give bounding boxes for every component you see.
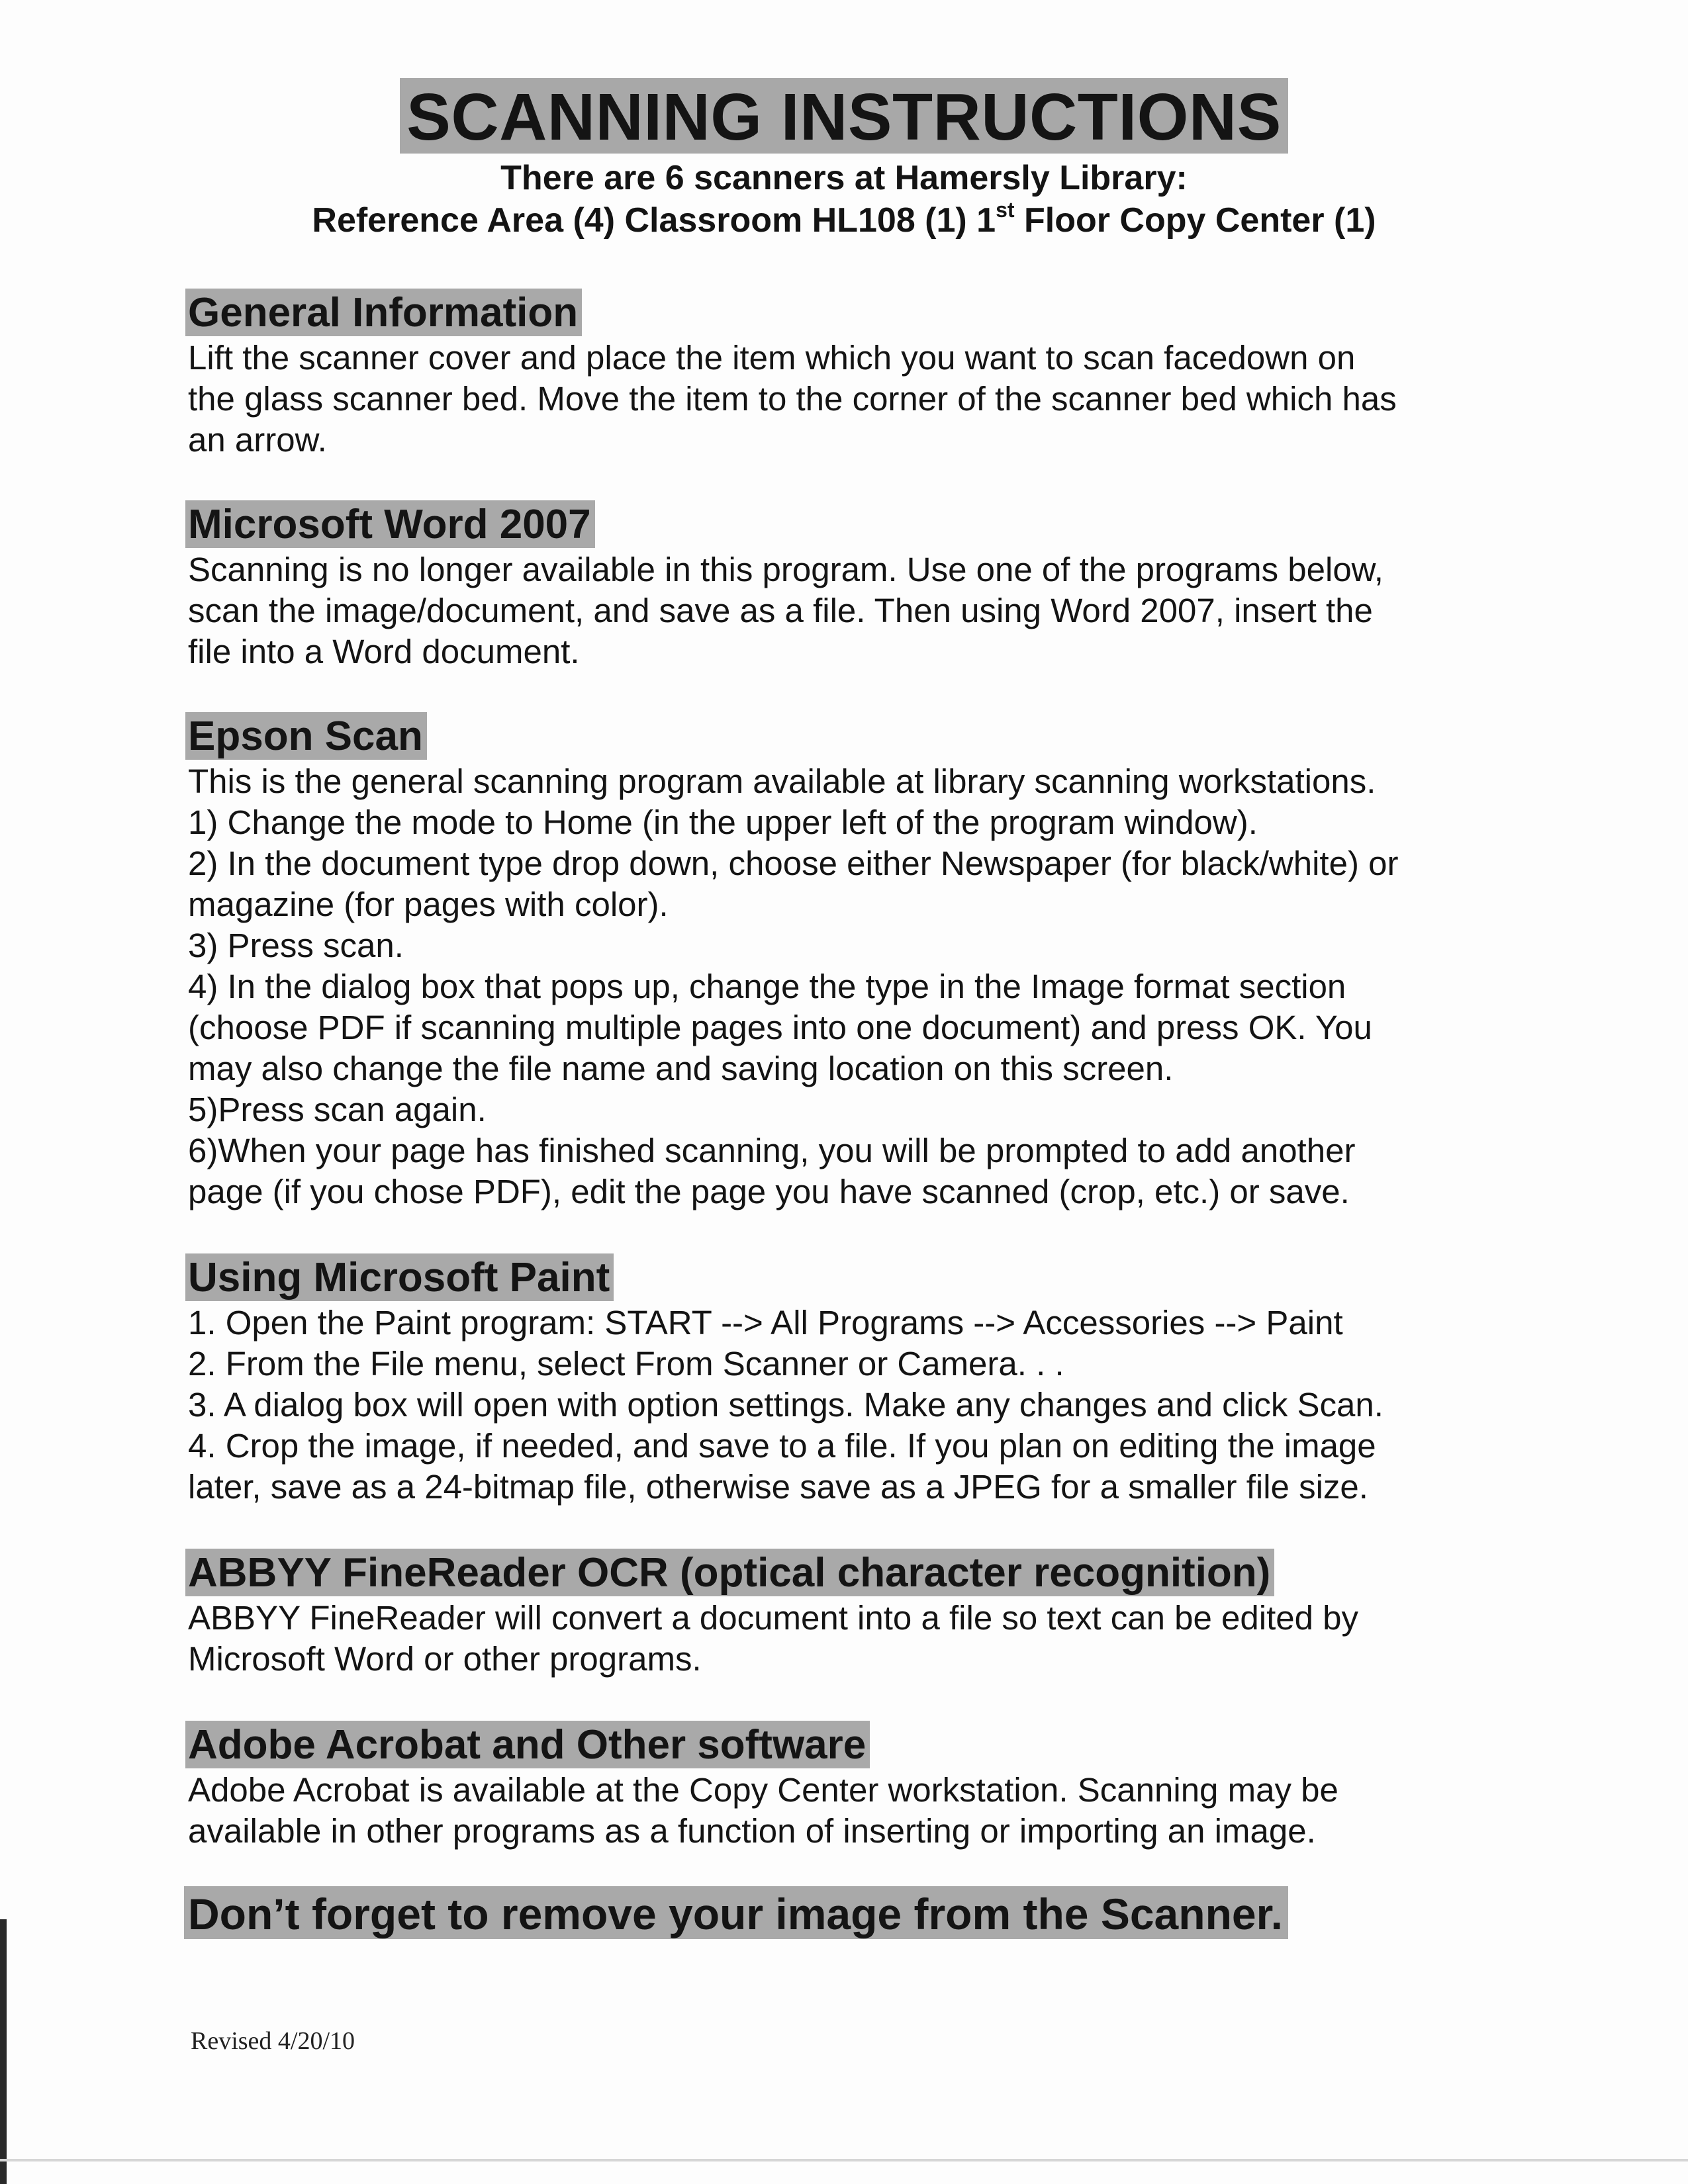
revision-date: Revised 4/20/10 [191,2027,355,2055]
body-line: Lift the scanner cover and place the item which you want to scan facedown on [188,339,1356,377]
section-microsoft-paint [188,1253,1512,1508]
section-body [188,1302,1512,1508]
body-line: 5)Press scan again. [188,1091,487,1128]
section-body [188,338,1512,461]
body-line: later, save as a 24-bitmap file, otherwise save as a JPEG for a smaller file size. [188,1468,1368,1506]
body-line: page (if you chose PDF), edit the page you have scanned (crop, etc.) or save. [188,1173,1350,1210]
page-bottom-edge [0,2159,1688,2161]
section-heading: Using Microsoft Paint [185,1253,614,1301]
body-line: magazine (for pages with color). [188,886,669,923]
section-adobe-acrobat [188,1721,1512,1852]
section-heading: Microsoft Word 2007 [185,500,595,548]
body-line: 3) Press scan. [188,927,404,964]
locations-suffix: Floor Copy Center (1) [1014,201,1376,240]
body-line: 1. Open the Paint program: START --> All Programs --> Accessories --> Paint [188,1304,1343,1342]
scanner-count-line: There are 6 scanners at Hamersly Library: [500,159,1188,197]
body-line: (choose PDF if scanning multiple pages into one document) and press OK. You [188,1009,1372,1046]
body-line: Microsoft Word or other programs. [188,1640,702,1678]
body-line: Scanning is no longer available in this program. Use one of the programs below, [188,551,1383,588]
page-edge-shadow [0,1919,7,2184]
locations-prefix: Reference Area (4) Classroom HL108 (1) 1 [312,201,996,240]
body-line: 2) In the document type drop down, choose either Newspaper (for black/white) or [188,844,1399,882]
final-reminder: Don’t forget to remove your image from the Scanner. [184,1886,1288,1939]
section-epson-scan [188,712,1512,1212]
body-line: may also change the file name and saving location on this screen. [188,1050,1174,1087]
body-line: the glass scanner bed. Move the item to the corner of the scanner bed which has [188,380,1397,418]
body-line: 3. A dialog box will open with option settings. Make any changes and click Scan. [188,1386,1383,1424]
scanner-locations-line [0,200,1688,241]
page-title: SCANNING INSTRUCTIONS [400,78,1288,154]
section-general-information [188,289,1512,461]
ordinal-suffix: st [996,198,1015,222]
body-line: 2. From the File menu, select From Scanner or Camera. . . [188,1345,1064,1383]
body-line: Adobe Acrobat is available at the Copy Center workstation. Scanning may be [188,1771,1338,1809]
section-body [188,549,1512,672]
body-line: an arrow. [188,421,327,459]
section-microsoft-word [188,500,1512,672]
title-container [0,78,1688,154]
body-line: ABBYY FineReader will convert a document into a file so text can be edited by [188,1599,1359,1637]
body-line: available in other programs as a function of inserting or importing an image. [188,1812,1316,1850]
section-heading: Epson Scan [185,712,427,760]
body-line: 6)When your page has finished scanning, you will be prompted to add another [188,1132,1356,1169]
section-body [188,1598,1512,1680]
body-line: This is the general scanning program available at library scanning workstations. [188,762,1376,800]
section-heading: Adobe Acrobat and Other software [185,1721,870,1768]
body-line: 1) Change the mode to Home (in the upper left of the program window). [188,803,1258,841]
section-body [188,761,1512,1212]
section-heading: ABBYY FineReader OCR (optical character recognition) [185,1549,1274,1596]
section-heading: General Information [185,289,582,336]
section-abbyy-finereader [188,1549,1512,1680]
body-line: 4. Crop the image, if needed, and save to a file. If you plan on editing the image [188,1427,1376,1465]
section-body [188,1770,1512,1852]
body-line: scan the image/document, and save as a file. Then using Word 2007, insert the [188,592,1373,629]
body-line: file into a Word document. [188,633,580,670]
body-line: 4) In the dialog box that pops up, change the type in the Image format section [188,968,1346,1005]
